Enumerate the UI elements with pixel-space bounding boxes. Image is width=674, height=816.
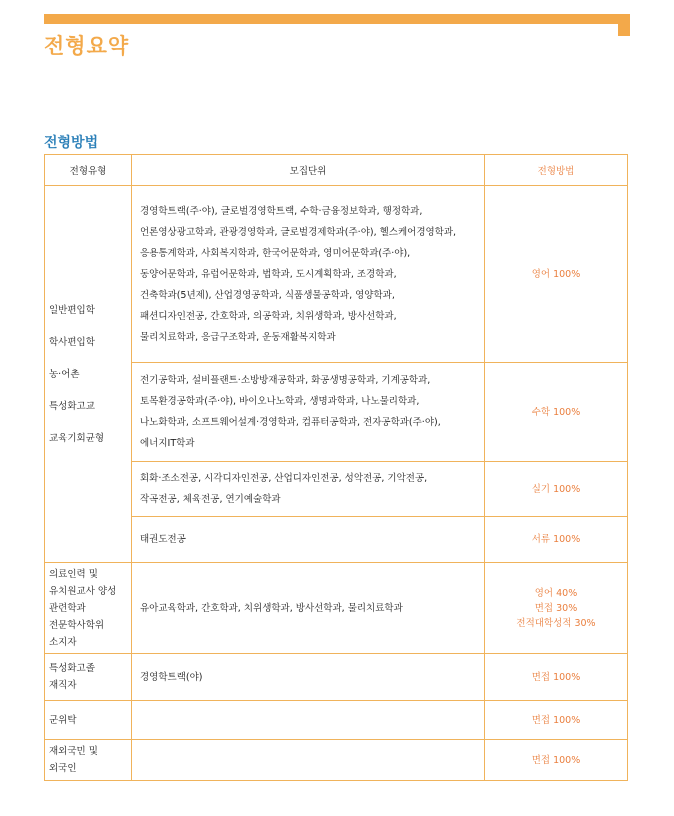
header-admission-type: 전형유형 [45,155,132,186]
table-row [45,517,628,563]
method-line: 면접 100% [531,671,581,683]
table-row [45,462,628,517]
table-row [45,654,628,701]
admission-method-cell [485,563,628,654]
method-line: 면접 30% [534,602,578,614]
admission-method-cell [485,363,628,462]
recruitment-unit-cell [132,186,485,363]
type-line: 재직자 [49,680,77,691]
section-title: 전형방법 [44,135,99,151]
recruitment-unit-cell [132,517,485,563]
unit-line: 나노화학과, 소프트웨어설계·경영학과, 컴퓨터공학과, 전자공학과(주·야), [140,417,441,428]
recruitment-unit-cell [132,462,485,517]
admission-method-cell [485,517,628,563]
admission-type-cell [45,186,132,563]
type-line: 군위탁 [49,714,77,726]
type-line: 유치원교사 양성 [49,585,117,597]
unit-line: 유아교육학과, 간호학과, 치위생학과, 방사선학과, 물리치료학과 [140,602,403,614]
admission-method-table [44,154,628,781]
type-line: 일반편입학 [49,304,95,316]
recruitment-unit-cell [132,363,485,462]
type-line: 농·어촌 [49,368,80,380]
type-line: 학사편입학 [49,336,95,348]
table-header-row [45,155,628,186]
unit-line: 응용통계학과, 사회복지학과, 한국어문학과, 영미어문학과(주·야), [140,247,411,259]
admission-type-cell [45,654,132,701]
type-line: 교육기회균형 [49,432,105,444]
unit-line: 동양어문학과, 유럽어문학과, 법학과, 도시계획학과, 조경학과, [140,268,397,280]
table-row [45,363,628,462]
unit-line: 물리치료학과, 응급구조학과, 운동재활복지학과 [140,331,336,343]
method-line: 수학 100% [531,406,581,418]
recruitment-unit-cell [132,701,485,740]
admission-method-cell [485,462,628,517]
method-line: 면접 100% [531,714,581,726]
type-line: 소지자 [49,636,77,648]
method-line: 전적대학성적 30% [516,617,596,629]
unit-line: 태권도전공 [140,534,186,545]
unit-line: 전기공학과, 설비플랜트·소방방재공학과, 화공생명공학과, 기계공학과, [140,375,431,386]
unit-line: 토목환경공학과(주·야), 바이오나노학과, 생명과학과, 나노물리학과, [140,396,420,407]
header-accent-bar [44,14,630,24]
table-row [45,740,628,781]
admission-type-cell [45,563,132,654]
method-line: 영어 40% [534,587,578,599]
type-line: 의료인력 및 [49,568,98,580]
admission-type-cell [45,701,132,740]
unit-line: 패션디자인전공, 간호학과, 의공학과, 치위생학과, 방사선학과, [140,310,397,322]
admission-method-cell [485,701,628,740]
type-line: 외국인 [49,763,77,774]
unit-line: 회화·조소전공, 시각디자인전공, 산업디자인전공, 성악전공, 기악전공, [140,473,428,484]
type-line: 전문학사학위 [49,619,105,631]
type-line: 관련학과 [49,602,86,614]
unit-line: 건축학과(5년제), 산업경영공학과, 식품생물공학과, 영양학과, [140,289,395,301]
admission-method-cell [485,654,628,701]
table-row [45,701,628,740]
admission-method-cell [485,740,628,781]
unit-line: 작곡전공, 체육전공, 연기예술학과 [140,494,281,505]
unit-line: 언론영상광고학과, 관광경영학과, 글로벌경제학과(주·야), 헬스케어경영학과, [140,226,457,238]
page-title: 전형요약 [44,34,130,58]
type-line: 특성화고졸 [49,663,95,674]
unit-line: 경영학트랙(야) [140,671,203,683]
recruitment-unit-cell [132,654,485,701]
header-recruitment-unit: 모집단위 [132,155,485,186]
method-line: 실기 100% [531,483,581,495]
table-row [45,186,628,363]
unit-line: 에너지IT학과 [140,438,195,449]
header-accent-notch [618,24,630,36]
method-line: 서류 100% [531,534,581,545]
unit-line: 경영학트랙(주·야), 글로벌경영학트랙, 수학·금융정보학과, 행정학과, [140,205,423,217]
type-line: 재외국민 및 [49,746,98,757]
admission-method-cell [485,186,628,363]
type-line: 특성화고교 [49,400,95,412]
recruitment-unit-cell [132,563,485,654]
method-line: 면접 100% [531,754,581,766]
header-admission-method: 전형방법 [485,155,628,186]
recruitment-unit-cell [132,740,485,781]
admission-type-cell [45,740,132,781]
table-row [45,563,628,654]
method-line: 영어 100% [531,268,581,280]
